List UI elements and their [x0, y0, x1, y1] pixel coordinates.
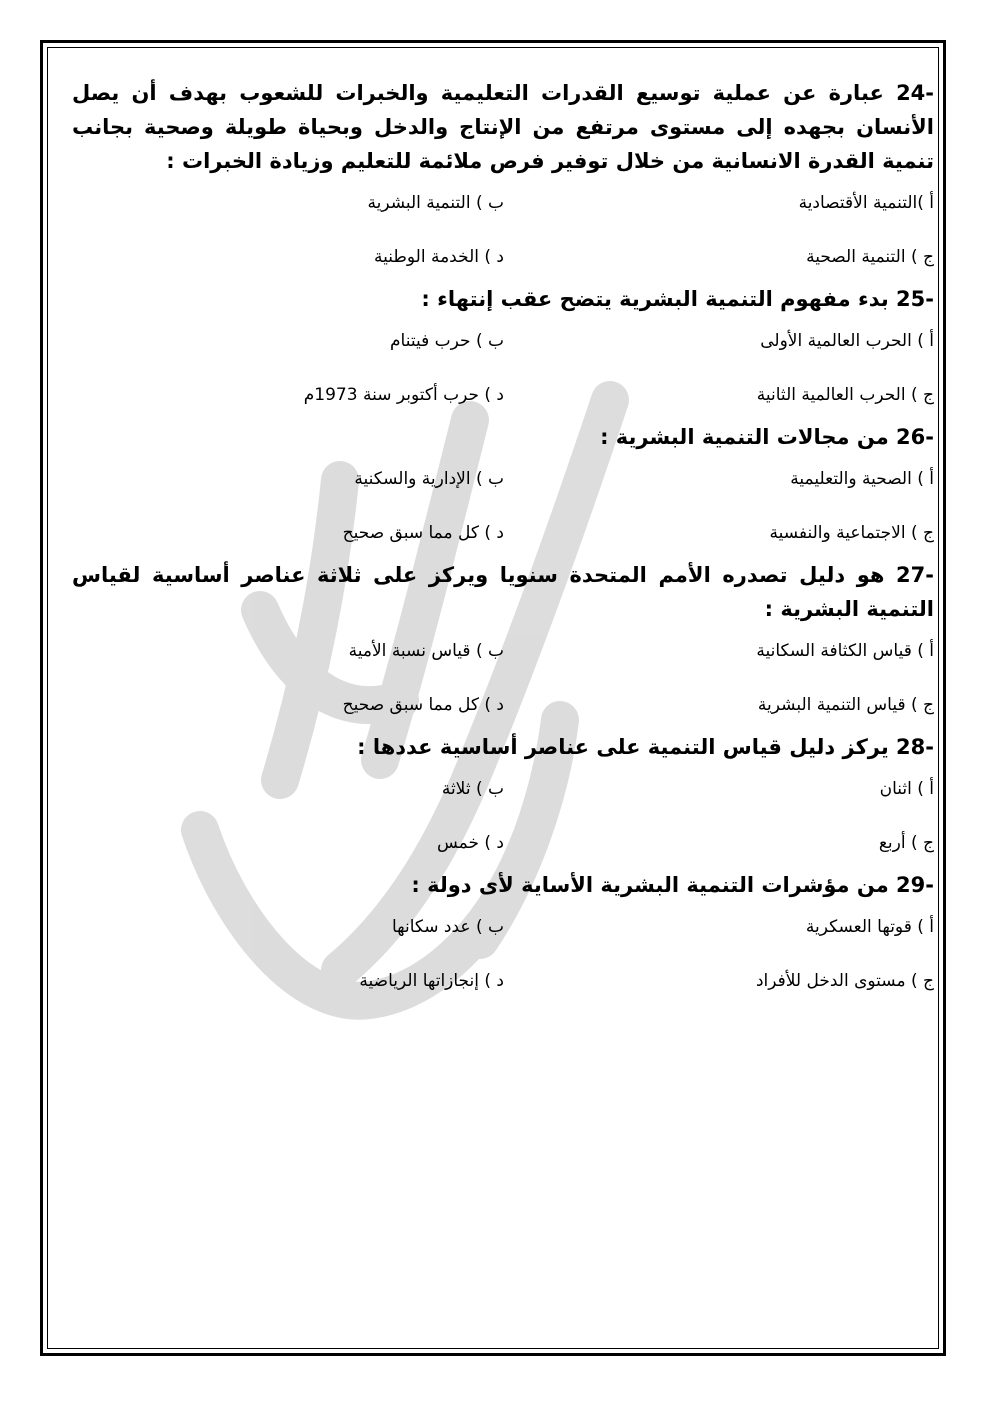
option-a[interactable]: أ ) قياس الكثافة السكانية: [756, 641, 934, 661]
question-26: [72, 420, 934, 558]
option-d[interactable]: د ) كل مما سبق صحيح: [342, 523, 504, 543]
question-stem: [72, 868, 934, 902]
question-stem: [72, 730, 934, 764]
option-c[interactable]: ج ) مستوى الدخل للأفراد: [755, 971, 934, 991]
question-stem: [72, 282, 934, 316]
question-text: من مؤشرات التنمية البشرية الأساية لأى دولة :: [411, 873, 889, 897]
option-c[interactable]: ج ) أربع: [878, 833, 934, 853]
question-text: من مجالات التنمية البشرية :: [600, 425, 889, 449]
option-a[interactable]: أ ) اثنان: [879, 779, 934, 799]
question-text: يركز دليل قياس التنمية على عناصر أساسية عددها :: [357, 735, 889, 759]
answer-options: [72, 626, 934, 730]
option-b[interactable]: ب ) الإدارية والسكنية: [354, 469, 504, 489]
option-c[interactable]: ج ) التنمية الصحية: [806, 247, 934, 267]
option-d[interactable]: د ) إنجازاتها الرياضية: [359, 971, 504, 991]
question-29: [72, 868, 934, 1006]
answer-options: [72, 764, 934, 868]
option-d[interactable]: د ) الخدمة الوطنية: [373, 247, 504, 267]
option-c[interactable]: ج ) الحرب العالمية الثانية: [756, 385, 934, 405]
question-stem: [72, 420, 934, 454]
option-b[interactable]: ب ) عدد سكانها: [391, 917, 504, 937]
answer-options: [72, 178, 934, 282]
question-number: 25-: [896, 287, 934, 311]
option-a[interactable]: أ ) الحرب العالمية الأولى: [760, 331, 934, 351]
question-28: [72, 730, 934, 868]
question-25: [72, 282, 934, 420]
option-b[interactable]: ب ) التنمية البشرية: [367, 193, 504, 213]
option-c[interactable]: ج ) الاجتماعية والنفسية: [769, 523, 934, 543]
option-d[interactable]: د ) كل مما سبق صحيح: [342, 695, 504, 715]
option-b[interactable]: ب ) حرب فيتنام: [390, 331, 504, 351]
option-d[interactable]: د ) حرب أكتوبر سنة 1973م: [303, 385, 504, 405]
option-a[interactable]: أ ) قوتها العسكرية: [805, 917, 934, 937]
question-sheet: [72, 76, 934, 1006]
question-24: [72, 76, 934, 282]
option-b[interactable]: ب ) قياس نسبة الأمية: [348, 641, 504, 661]
answer-options: [72, 454, 934, 558]
question-stem: [72, 76, 934, 178]
question-number: 24-: [896, 81, 935, 105]
answer-options: [72, 902, 934, 1006]
question-number: 29-: [896, 873, 934, 897]
question-text: هو دليل تصدره الأمم المتحدة سنويا ويركز على ثلاثة عناصر أساسية لقياس التنمية البشرية :: [72, 563, 934, 621]
question-text: بدء مفهوم التنمية البشرية يتضح عقب إنتهاء :: [421, 287, 889, 311]
question-number: 28-: [896, 735, 934, 759]
answer-options: [72, 316, 934, 420]
question-stem: [72, 558, 934, 626]
question-number: 26-: [896, 425, 934, 449]
option-b[interactable]: ب ) ثلاثة: [441, 779, 504, 799]
question-number: 27-: [896, 563, 934, 587]
question-27: [72, 558, 934, 730]
question-text: عبارة عن عملية توسيع القدرات التعليمية والخبرات للشعوب بهدف أن يصل الأنسان بجهده إلى مستوى مرتفع من الإنتاج والدخل وبحياة طويلة وصحية بجانب تنمية القدرة الانسانية من خلال توفير فرص ملائمة للتعليم وزيادة الخبرات :: [72, 81, 934, 173]
option-a[interactable]: أ ) الصحية والتعليمية: [790, 469, 934, 489]
option-c[interactable]: ج ) قياس التنمية البشرية: [757, 695, 934, 715]
option-d[interactable]: د ) خمس: [436, 833, 504, 853]
option-a[interactable]: أ )التنمية الأقتصادية: [798, 193, 934, 213]
